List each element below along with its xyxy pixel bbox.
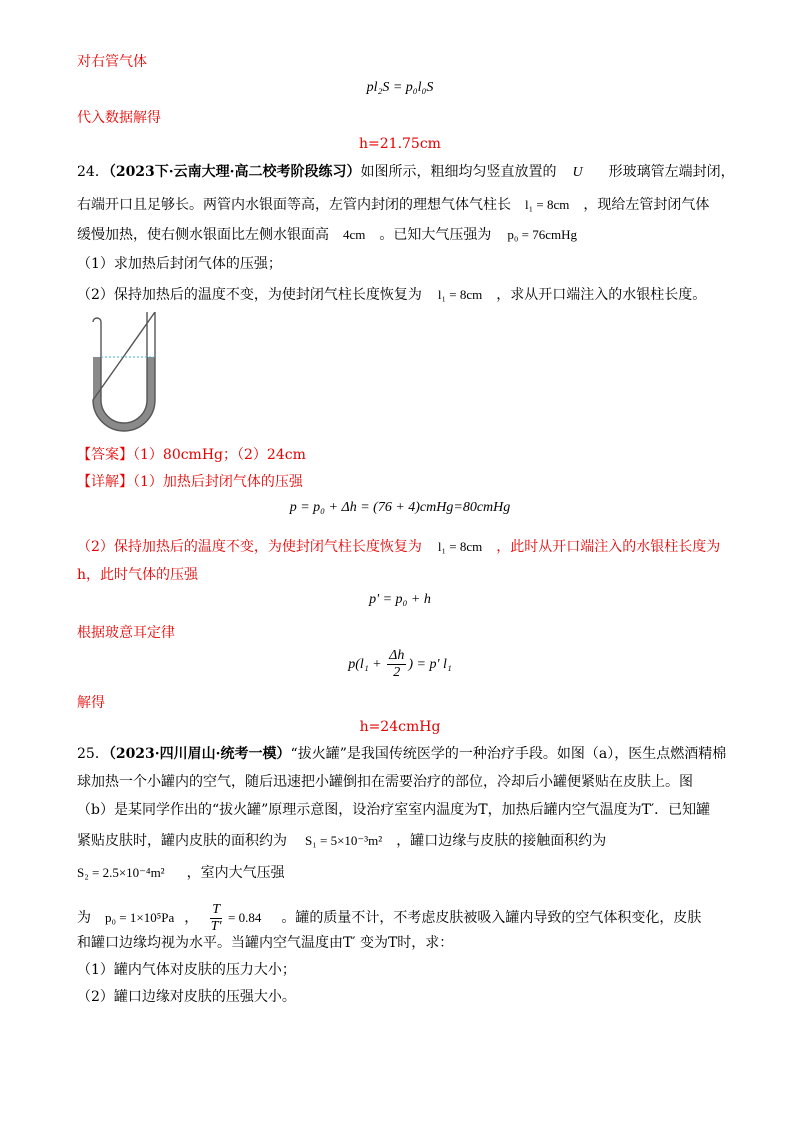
q25-line1 [77, 745, 726, 763]
q25-text: “拔火罐”是我国传统医学的一种治疗手段。如图（a），医生点燃酒精棉 [290, 746, 727, 762]
q24-line3 [77, 226, 577, 244]
q24-text: 右端开口且足够长。两管内水银面等高，左管内封闭的理想气体气柱长 [77, 197, 511, 213]
q25-line4 [77, 832, 606, 850]
solve-label: 解得 [77, 695, 105, 711]
answer-text: （1）80cmHg；（2）24cm [133, 447, 306, 463]
q25-text: ，室内大气压强 [186, 865, 285, 881]
fraction-den: T′ [210, 918, 222, 934]
right-tube-label: 对右管气体 [77, 54, 147, 70]
q25-sub2: （2）罐口边缘对皮肤的压强大小。 [77, 989, 296, 1005]
q24-text: 形玻璃管左端封闭， [608, 164, 735, 180]
l1-equation: l₁ = 8cm [437, 539, 483, 554]
q25-line6 [77, 900, 701, 936]
equation-pressure: p = p₀ + Δh = (76 + 4)cmHg=80cmHg [289, 500, 511, 515]
q24-text: （2）保持加热后的温度不变，为使封闭气柱长度恢复为 [77, 287, 422, 303]
fraction-den: 2 [393, 665, 401, 681]
p0-equation: p₀ = 1×10⁵Pa [105, 910, 175, 925]
detail-text: ，此时从开口端注入的水银柱长度为 [496, 539, 721, 555]
t-ratio-value: = 0.84 [228, 910, 262, 925]
fraction-num: T [212, 901, 221, 917]
q24-sub2 [77, 286, 706, 304]
q25-line2: 球加热一个小罐内的空气，随后迅速把小罐倒扣在需要治疗的部位，冷却后小罐便紧贴在皮肤上。图 [77, 774, 693, 790]
q25-line3: （b）是某同学作出的“拔火罐”原理示意图，设治疗室室内温度为T，加热后罐内空气温度为T′．已知罐 [77, 802, 711, 818]
q24-sub1: （1）求加热后封闭气体的压强； [77, 256, 282, 272]
q25-text: 紧贴皮肤时，罐内皮肤的面积约为 [77, 833, 287, 849]
q24-answer [77, 446, 306, 464]
fraction [387, 648, 406, 681]
detail-text: （2）保持加热后的温度不变，为使封闭气柱长度恢复为 [77, 539, 422, 555]
u-symbol: U [572, 165, 583, 180]
q25-sub1: （1）罐内气体对皮肤的压力大小； [77, 962, 296, 978]
q25-text: 。罐的质量不计，不考虑皮肤被吸入罐内导致的空气体积变化，皮肤 [281, 910, 702, 926]
q24-text: 如图所示，粗细均匀竖直放置的 [360, 164, 557, 180]
detail-text: （1）加热后封闭气体的压强 [133, 474, 303, 490]
q25-source: （2023·四川眉山·统考一模） [108, 746, 291, 762]
detail-tag: 【详解】 [77, 474, 133, 490]
q24-text: 。已知大气压强为 [379, 227, 492, 243]
q24-line1 [77, 163, 735, 182]
equation-pprime: p' = p₀ + h [369, 592, 431, 607]
boyle-label: 根据玻意耳定律 [77, 625, 175, 641]
eq-part: p(l₁ + [348, 657, 386, 672]
t-ratio [210, 902, 222, 935]
q24-detail2 [77, 538, 720, 556]
h-value: 4cm [343, 227, 366, 242]
q25-line7: 和罐口边缘均视为水平。当罐内空气温度由T′ 变为T时，求： [77, 935, 454, 951]
s2-equation: S₂ = 2.5×10⁻⁴m² [77, 865, 165, 880]
u-tube-figure [84, 312, 164, 437]
substitute-label: 代入数据解得 [77, 110, 161, 126]
q25-number: 25． [77, 746, 109, 762]
equation-boyle [0, 648, 800, 682]
q25-text: 为 [77, 910, 91, 926]
q25-text: ，罐口边缘与皮肤的接触面积约为 [396, 833, 607, 849]
q24-text: 缓慢加热，使右侧水银面比左侧水银面高 [77, 227, 329, 243]
q24-line2 [77, 196, 709, 214]
q25-text: ， [184, 910, 199, 926]
h-result: h=24cmHg [359, 719, 441, 735]
mercury-fill [93, 357, 155, 431]
l1-equation: l₁ = 8cm [437, 287, 483, 302]
q24-detail [77, 473, 303, 491]
s1-equation: S₁ = 5×10⁻³m² [305, 833, 383, 848]
q24-source: （2023下·云南大理·高二校考阶段练习） [108, 164, 361, 180]
q24-text: ，求从开口端注入的水银柱长度。 [496, 287, 707, 303]
fraction-num: Δh [389, 648, 405, 664]
q24-text: ，现给左管封闭气体 [583, 197, 710, 213]
q25-line5 [77, 864, 285, 882]
l1-equation: l₁ = 8cm [525, 197, 570, 212]
result-h: h=21.75cm [359, 136, 441, 152]
q24-detail2b: h，此时气体的压强 [77, 567, 199, 583]
p0-equation: p₀ = 76cmHg [507, 227, 578, 242]
eq-part: ) = p' l₁ [408, 657, 452, 672]
equation-boyle-right: pl₂S = p₀l₀S [366, 80, 434, 95]
q24-number: 24． [77, 164, 109, 180]
answer-tag: 【答案】 [77, 447, 133, 463]
